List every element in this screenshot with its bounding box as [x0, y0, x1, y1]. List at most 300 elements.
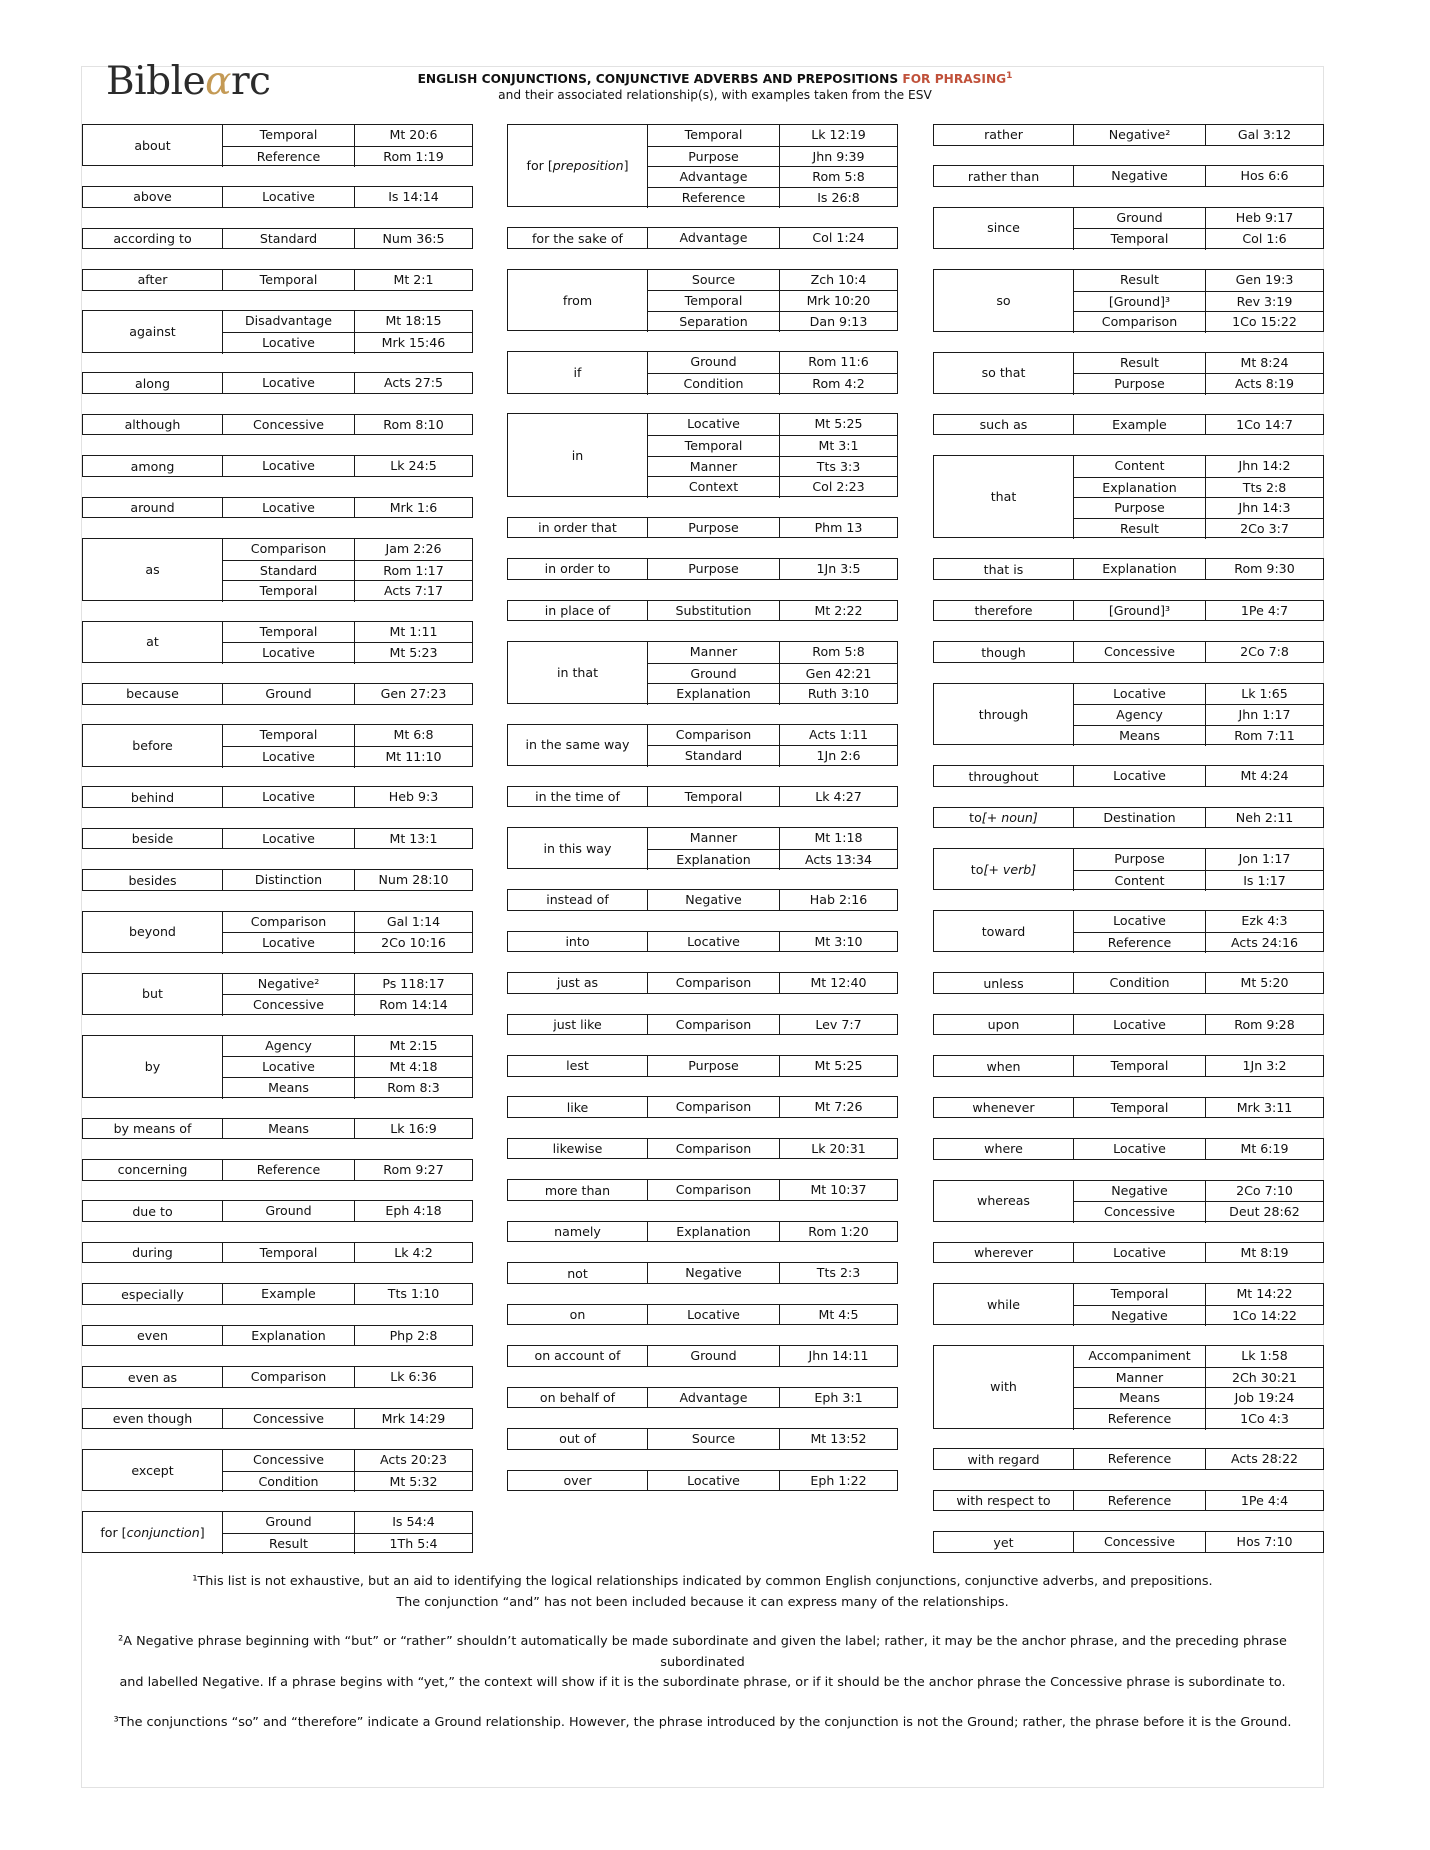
- relationship-label: Temporal: [1073, 1056, 1205, 1077]
- footnote-2-line-2: and labelled Negative. If a phrase begins with “yet,” the context will show if it is the subordinate phrase, or if it should be the anchor phrase the Concessive phrase is subordinate to.: [119, 1675, 1286, 1690]
- entry-group: [82, 269, 473, 291]
- entry-word: during: [132, 1245, 173, 1261]
- entry-group: [933, 1490, 1324, 1512]
- relationship-label: Locative: [647, 1305, 779, 1326]
- relationship-label: Means: [1073, 726, 1205, 747]
- entry-word: for the sake of: [531, 230, 623, 246]
- bibleacr-logo: Bibleαrc: [106, 59, 271, 104]
- relationship-label: Comparison: [647, 1180, 779, 1201]
- relationship-row: [222, 332, 472, 354]
- verse-reference: Lk 4:27: [779, 787, 897, 808]
- relationship-label: Concessive: [222, 1450, 354, 1471]
- verse-reference: Mt 5:25: [779, 414, 897, 435]
- entry-word: due to: [132, 1203, 173, 1219]
- verse-reference: Col 2:23: [779, 477, 897, 498]
- relationship-row: [222, 787, 472, 808]
- verse-reference: Mt 13:52: [779, 1429, 897, 1450]
- verse-reference: Lk 1:65: [1205, 684, 1323, 705]
- relationship-row: [222, 932, 472, 954]
- relationship-row: [1073, 1098, 1323, 1119]
- entry-word: rather: [984, 127, 1023, 143]
- verse-reference: 1Co 4:3: [1205, 1409, 1323, 1430]
- entry-word: by means of: [113, 1120, 192, 1136]
- entry-group: [507, 1138, 898, 1160]
- relationship-row: [1073, 1367, 1323, 1389]
- entry-group: [933, 1531, 1324, 1553]
- relationship-row: [1073, 601, 1323, 622]
- entry-group: [507, 1096, 898, 1118]
- verse-reference: Acts 7:17: [354, 581, 472, 602]
- entry-group: [82, 786, 473, 808]
- relationship-label: Negative²: [222, 974, 354, 995]
- relationship-label: Locative: [222, 1057, 354, 1078]
- relationship-row: [647, 290, 897, 312]
- relationship-row: [222, 912, 472, 933]
- entry-word: about: [134, 137, 171, 153]
- relationship-label: Concessive: [1073, 642, 1205, 663]
- entry-group: [507, 1470, 898, 1492]
- relationship-row: [647, 1056, 897, 1077]
- relationship-label: Locative: [647, 414, 779, 435]
- verse-reference: Mt 20:6: [354, 125, 472, 146]
- entry-group: [933, 269, 1324, 332]
- entry-word: unless: [983, 975, 1024, 991]
- entry-group: [507, 558, 898, 580]
- relationship-label: Comparison: [222, 912, 354, 933]
- entry-word: whenever: [972, 1099, 1035, 1115]
- relationship-row: [1073, 559, 1323, 580]
- entry-group: [507, 1221, 898, 1243]
- verse-reference: Rom 1:20: [779, 1222, 897, 1243]
- relationship-label: Negative: [647, 890, 779, 911]
- relationship-row: [1073, 1284, 1323, 1305]
- verse-reference: Acts 8:19: [1205, 374, 1323, 395]
- entry-word: in order to: [544, 561, 611, 577]
- verse-reference: Rom 8:3: [354, 1078, 472, 1099]
- relationship-row: [647, 456, 897, 478]
- relationship-row: [1073, 208, 1323, 229]
- relationship-row: [222, 1367, 472, 1388]
- relationship-row: [222, 311, 472, 332]
- verse-reference: 1Pe 4:4: [1205, 1491, 1323, 1512]
- verse-reference: Mt 13:1: [354, 829, 472, 850]
- verse-reference: Eph 4:18: [354, 1201, 472, 1222]
- entry-word: around: [130, 500, 175, 516]
- entry-word: such as: [979, 416, 1028, 432]
- relationship-row: [647, 125, 897, 146]
- entry-word: along: [135, 375, 170, 391]
- entry-group: [507, 786, 898, 808]
- entry-group: [507, 1387, 898, 1409]
- relationship-row: [222, 1036, 472, 1057]
- relationship-row: [647, 435, 897, 457]
- verse-reference: 2Co 7:10: [1205, 1181, 1323, 1202]
- relationship-label: Source: [647, 270, 779, 291]
- relationship-row: [1073, 518, 1323, 540]
- relationship-label: Substitution: [647, 601, 779, 622]
- entry-group: [82, 869, 473, 891]
- verse-reference: Rom 4:2: [779, 374, 897, 395]
- relationship-row: [222, 1450, 472, 1471]
- entry-group: [507, 1055, 898, 1077]
- verse-reference: 1Jn 2:6: [779, 746, 897, 767]
- verse-reference: Col 1:6: [1205, 229, 1323, 250]
- entry-word: concerning: [117, 1162, 188, 1178]
- relationship-row: [1073, 415, 1323, 436]
- entry-group: [82, 1325, 473, 1347]
- relationship-label: Temporal: [222, 725, 354, 746]
- entry-word: wherever: [973, 1244, 1034, 1260]
- entry-group: [507, 931, 898, 953]
- relationship-label: Reference: [1073, 1409, 1205, 1430]
- relationship-row: [222, 1533, 472, 1555]
- verse-reference: Mt 2:22: [779, 601, 897, 622]
- relationship-label: Locative: [647, 1471, 779, 1492]
- entry-group: [933, 1014, 1324, 1036]
- relationship-row: [1073, 684, 1323, 705]
- entry-group: [82, 414, 473, 436]
- entry-word: above: [133, 189, 172, 205]
- relationship-label: Distinction: [222, 870, 354, 891]
- entry-group: [933, 414, 1324, 436]
- verse-reference: Is 1:17: [1205, 871, 1323, 892]
- relationship-label: Reference: [1073, 1491, 1205, 1512]
- relationship-label: Locative: [1073, 1015, 1205, 1036]
- relationship-label: Standard: [222, 561, 354, 582]
- relationship-label: Locative: [222, 498, 354, 519]
- entry-word: likewise: [552, 1141, 603, 1157]
- verse-reference: Hos 6:6: [1205, 166, 1323, 187]
- verse-reference: Mt 3:1: [779, 436, 897, 457]
- relationship-label: Reference: [1073, 933, 1205, 954]
- entry-word: lest: [566, 1058, 589, 1074]
- relationship-row: [222, 746, 472, 768]
- entry-word: not: [567, 1265, 588, 1281]
- verse-reference: 2Ch 30:21: [1205, 1368, 1323, 1389]
- entry-word: against: [129, 323, 176, 339]
- verse-reference: Gen 42:21: [779, 664, 897, 685]
- relationship-row: [647, 559, 897, 580]
- entry-group: [82, 1449, 473, 1491]
- relationship-label: Result: [1073, 353, 1205, 374]
- relationship-label: Comparison: [647, 973, 779, 994]
- entry-word: but: [142, 986, 163, 1002]
- verse-reference: Rom 14:14: [354, 995, 472, 1016]
- relationship-row: [222, 1077, 472, 1099]
- entry-word: for [ preposition ]: [526, 158, 629, 174]
- entry-group: [507, 889, 898, 911]
- entry-word: with: [990, 1379, 1017, 1395]
- relationship-row: [647, 849, 897, 871]
- relationship-row: [647, 828, 897, 849]
- relationship-label: Condition: [647, 374, 779, 395]
- verse-reference: 1Th 5:4: [354, 1534, 472, 1555]
- entry-group: [507, 724, 898, 766]
- relationship-row: [222, 456, 472, 477]
- relationship-row: [222, 560, 472, 582]
- relationship-row: [647, 1139, 897, 1160]
- relationship-label: Accompaniment: [1073, 1346, 1205, 1367]
- verse-reference: Tts 1:10: [354, 1284, 472, 1305]
- verse-reference: Hos 7:10: [1205, 1532, 1323, 1553]
- entry-word: to [+ noun]: [969, 810, 1038, 826]
- relationship-label: Reference: [222, 147, 354, 168]
- relationship-label: Advantage: [647, 167, 779, 188]
- relationship-label: Comparison: [647, 1015, 779, 1036]
- verse-reference: Mt 4:24: [1205, 766, 1323, 787]
- verse-reference: Rom 7:11: [1205, 726, 1323, 747]
- relationship-label: Negative: [1073, 1181, 1205, 1202]
- entry-group: [933, 207, 1324, 249]
- verse-reference: Mt 4:18: [354, 1057, 472, 1078]
- relationship-row: [1073, 1201, 1323, 1223]
- verse-reference: 1Jn 3:5: [779, 559, 897, 580]
- relationship-label: Comparison: [647, 725, 779, 746]
- entry-group: [82, 1408, 473, 1430]
- relationship-label: Ground: [222, 1201, 354, 1222]
- entry-word: toward: [981, 923, 1026, 939]
- entry-word: from: [562, 292, 593, 308]
- entry-word: except: [131, 1462, 174, 1478]
- verse-reference: Jhn 9:39: [779, 147, 897, 168]
- verse-reference: Ps 118:17: [354, 974, 472, 995]
- verse-reference: Mt 5:32: [354, 1472, 472, 1493]
- relationship-label: Temporal: [222, 1243, 354, 1264]
- relationship-label: Ground: [647, 352, 779, 373]
- relationship-row: [222, 270, 472, 291]
- verse-reference: 1Pe 4:7: [1205, 601, 1323, 622]
- entry-group: [82, 1118, 473, 1140]
- entry-group: [82, 538, 473, 601]
- verse-reference: Lk 4:2: [354, 1243, 472, 1264]
- entry-group: [507, 351, 898, 393]
- verse-reference: Jhn 14:11: [779, 1346, 897, 1367]
- relationship-row: [647, 187, 897, 209]
- relationship-label: Result: [1073, 519, 1205, 540]
- relationship-label: Advantage: [647, 228, 779, 249]
- relationship-label: Explanation: [647, 1222, 779, 1243]
- relationship-label: Ground: [222, 1512, 354, 1533]
- relationship-label: Explanation: [647, 684, 779, 705]
- entry-word: by: [144, 1058, 161, 1074]
- entry-group: [933, 683, 1324, 746]
- verse-reference: Deut 28:62: [1205, 1202, 1323, 1223]
- entry-group: [933, 600, 1324, 622]
- relationship-label: Manner: [647, 642, 779, 663]
- relationship-row: [222, 1160, 472, 1181]
- relationship-row: [647, 1015, 897, 1036]
- relationship-label: Temporal: [1073, 1284, 1205, 1305]
- verse-reference: Mt 5:20: [1205, 973, 1323, 994]
- verse-reference: Acts 28:22: [1205, 1449, 1323, 1470]
- verse-reference: Jam 2:26: [354, 539, 472, 560]
- relationship-row: [222, 498, 472, 519]
- entry-group: [82, 683, 473, 705]
- verse-reference: Mt 8:19: [1205, 1243, 1323, 1264]
- entry-word: at: [146, 634, 159, 650]
- verse-reference: Tts 2:3: [779, 1263, 897, 1284]
- entry-word: to [+ verb]: [970, 861, 1037, 877]
- relationship-label: Locative: [222, 333, 354, 354]
- relationship-label: Example: [222, 1284, 354, 1305]
- entry-group: [507, 517, 898, 539]
- entry-word: yet: [993, 1534, 1014, 1550]
- verse-reference: Rom 5:8: [779, 642, 897, 663]
- relationship-label: Explanation: [1073, 559, 1205, 580]
- relationship-label: Separation: [647, 312, 779, 333]
- entry-group: [933, 807, 1324, 829]
- relationship-label: Means: [1073, 1388, 1205, 1409]
- entry-word: in the time of: [535, 788, 620, 804]
- verse-reference: Zch 10:4: [779, 270, 897, 291]
- relationship-label: Agency: [222, 1036, 354, 1057]
- entry-group: [82, 228, 473, 250]
- entry-word: therefore: [974, 603, 1033, 619]
- entry-word: beside: [131, 831, 174, 847]
- relationship-label: Locative: [222, 456, 354, 477]
- page-subtitle: and their associated relationship(s), with examples taken from the ESV: [498, 88, 932, 102]
- entry-group: [933, 972, 1324, 994]
- relationship-row: [1073, 849, 1323, 870]
- relationship-row: [647, 1305, 897, 1326]
- verse-reference: Rev 3:19: [1205, 292, 1323, 313]
- verse-reference: 1Co 14:7: [1205, 415, 1323, 436]
- relationship-label: [Ground]³: [1073, 292, 1205, 313]
- footnote-1-line-1: ¹This list is not exhaustive, but an aid to identifying the logical relationships indicated by common English conjunctions, conjunctive adverbs, and prepositions.: [192, 1574, 1213, 1589]
- relationship-row: [222, 229, 472, 250]
- relationship-label: Locative: [222, 787, 354, 808]
- verse-reference: Acts 13:34: [779, 850, 897, 871]
- verse-reference: Mt 10:37: [779, 1180, 897, 1201]
- entry-word: on behalf of: [539, 1389, 616, 1405]
- verse-reference: Is 14:14: [354, 187, 472, 208]
- verse-reference: Jhn 14:2: [1205, 456, 1323, 477]
- footnote-3: ³The conjunctions “so” and “therefore” indicate a Ground relationship. However, the phrase introduced by the conjunction is not the Ground; rather, the phrase before it is the Ground.: [113, 1714, 1292, 1730]
- verse-reference: Hab 2:16: [779, 890, 897, 911]
- relationship-label: Concessive: [222, 415, 354, 436]
- entry-group: [933, 910, 1324, 952]
- relationship-row: [222, 373, 472, 394]
- entry-word: among: [130, 458, 175, 474]
- relationship-row: [1073, 642, 1323, 663]
- relationship-row: [1073, 1532, 1323, 1553]
- entry-group: [507, 600, 898, 622]
- entry-group: [82, 1200, 473, 1222]
- relationship-row: [647, 476, 897, 498]
- footnote-2-line-1: ²A Negative phrase beginning with “but” or “rather” shouldn’t automatically be made subordinate and given the label; rather, it may be the anchor phrase, and the preceding phrase subordinated: [118, 1634, 1287, 1670]
- verse-reference: 2Co 10:16: [354, 933, 472, 954]
- verse-reference: Rom 1:19: [354, 147, 472, 168]
- entry-group: [507, 827, 898, 869]
- entry-group: [933, 352, 1324, 394]
- entry-group: [933, 1097, 1324, 1119]
- relationship-row: [647, 373, 897, 395]
- entry-group: [933, 1448, 1324, 1470]
- entry-group: [82, 1159, 473, 1181]
- entry-word: with regard: [967, 1451, 1040, 1467]
- verse-reference: Num 36:5: [354, 229, 472, 250]
- relationship-row: [222, 684, 472, 705]
- relationship-label: Ground: [647, 1346, 779, 1367]
- relationship-label: Locative: [222, 829, 354, 850]
- verse-reference: 2Co 7:8: [1205, 642, 1323, 663]
- verse-reference: Lk 20:31: [779, 1139, 897, 1160]
- relationship-row: [1073, 725, 1323, 747]
- verse-reference: Eph 3:1: [779, 1388, 897, 1409]
- relationship-label: Comparison: [647, 1139, 779, 1160]
- entry-word: instead of: [546, 892, 609, 908]
- relationship-label: Standard: [647, 746, 779, 767]
- relationship-label: Concessive: [222, 1409, 354, 1430]
- entry-word: when: [986, 1058, 1021, 1074]
- verse-reference: Rom 9:28: [1205, 1015, 1323, 1036]
- entry-word: just like: [553, 1016, 602, 1032]
- entry-group: [933, 1055, 1324, 1077]
- relationship-label: Locative: [1073, 684, 1205, 705]
- relationship-label: Concessive: [1073, 1202, 1205, 1223]
- verse-reference: Dan 9:13: [779, 312, 897, 333]
- verse-reference: Mrk 3:11: [1205, 1098, 1323, 1119]
- relationship-label: Example: [1073, 415, 1205, 436]
- verse-reference: Rom 9:30: [1205, 559, 1323, 580]
- relationship-label: Source: [647, 1429, 779, 1450]
- relationship-row: [1073, 1056, 1323, 1077]
- relationship-label: Content: [1073, 871, 1205, 892]
- relationship-row: [222, 1471, 472, 1493]
- relationship-label: Locative: [1073, 911, 1205, 932]
- verse-reference: Gen 27:23: [354, 684, 472, 705]
- entry-group: [933, 765, 1324, 787]
- relationship-label: Locative: [1073, 766, 1205, 787]
- relationship-row: [647, 311, 897, 333]
- entry-word: that: [990, 489, 1017, 505]
- verse-reference: 1Co 14:22: [1205, 1306, 1323, 1327]
- relationship-row: [1073, 373, 1323, 395]
- relationship-label: [Ground]³: [1073, 601, 1205, 622]
- entry-group: [82, 124, 473, 166]
- relationship-row: [647, 352, 897, 373]
- verse-reference: Mt 6:8: [354, 725, 472, 746]
- relationship-label: Context: [647, 477, 779, 498]
- relationship-label: Locative: [222, 373, 354, 394]
- entry-word: since: [987, 220, 1020, 236]
- verse-reference: Heb 9:3: [354, 787, 472, 808]
- relationship-row: [222, 725, 472, 746]
- relationship-row: [222, 870, 472, 891]
- relationship-label: Comparison: [222, 539, 354, 560]
- page-title: [300, 68, 1130, 88]
- relationship-row: [222, 1326, 472, 1347]
- entry-group: [82, 973, 473, 1015]
- relationship-label: Purpose: [1073, 374, 1205, 395]
- verse-reference: Rom 8:10: [354, 415, 472, 436]
- relationship-row: [222, 146, 472, 168]
- entry-word: besides: [128, 872, 177, 888]
- entry-word: in: [571, 447, 584, 463]
- relationship-row: [1073, 766, 1323, 787]
- verse-reference: Heb 9:17: [1205, 208, 1323, 229]
- relationship-row: [1073, 1491, 1323, 1512]
- relationship-row: [1073, 353, 1323, 374]
- verse-reference: Ezk 4:3: [1205, 911, 1323, 932]
- verse-reference: Mt 18:15: [354, 311, 472, 332]
- relationship-label: Negative²: [1073, 125, 1205, 146]
- relationship-row: [647, 787, 897, 808]
- relationship-label: Reference: [647, 188, 779, 209]
- entry-word: throughout: [968, 768, 1039, 784]
- relationship-row: [222, 1119, 472, 1140]
- entry-group: [82, 911, 473, 953]
